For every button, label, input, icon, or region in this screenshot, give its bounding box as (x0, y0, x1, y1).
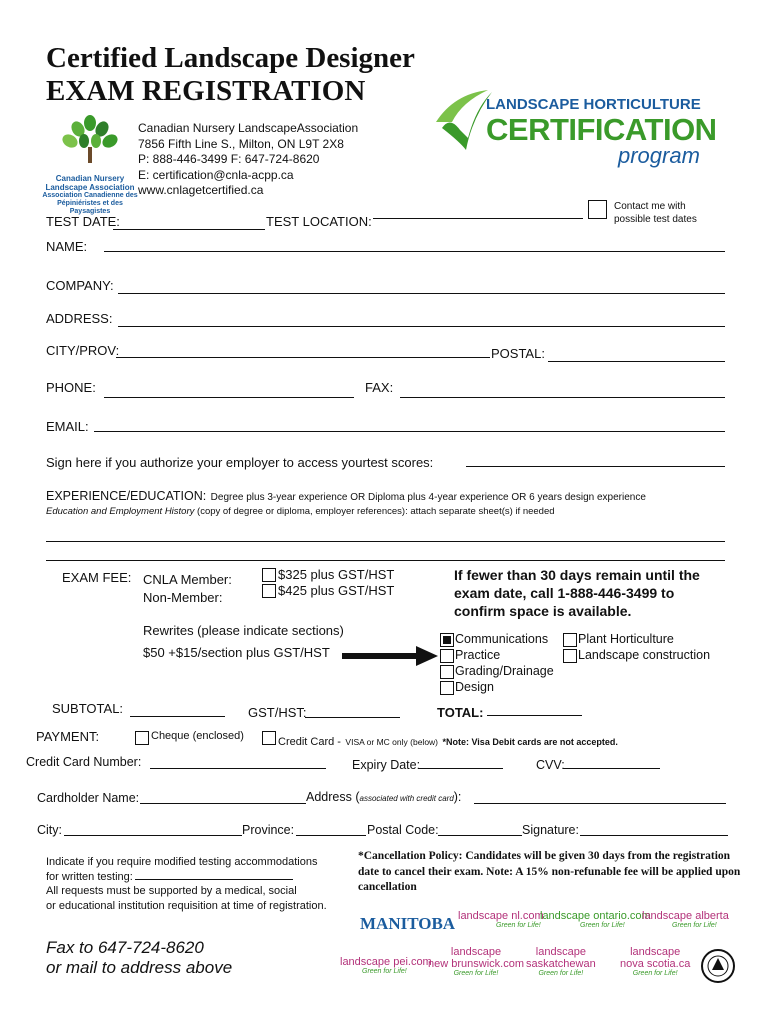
contact-me-label: Contact me with possible test dates (614, 201, 697, 225)
email-field[interactable] (94, 431, 725, 432)
section-plant-horticulture-checkbox[interactable] (563, 633, 577, 647)
section-plant-horticulture-label: Plant Horticulture (578, 632, 674, 646)
employer-consent-label: Sign here if you authorize your employer to access yourtest scores: (46, 455, 434, 470)
section-design-checkbox[interactable] (440, 681, 454, 695)
alberta-logo-text: landscape alberta (642, 910, 729, 922)
non-member-label: Non-Member: (143, 590, 223, 605)
cc-postal-label: Postal Code: (367, 823, 439, 837)
cc-province-label: Province: (242, 823, 295, 837)
cc-address-small: associated with credit card (359, 794, 454, 803)
non-member-price-checkbox[interactable] (262, 584, 276, 598)
accommodations-line-4: or educational institution requisition at time of registration. (46, 899, 327, 912)
test-location-label: TEST LOCATION: (266, 214, 372, 229)
credit-card-option (278, 732, 618, 750)
section-practice-checkbox[interactable] (440, 649, 454, 663)
credit-card-checkbox[interactable] (262, 731, 276, 745)
visa-debit-note: *Note: Visa Debit cards are not accepted. (442, 737, 618, 747)
section-practice-label: Practice (455, 648, 501, 662)
accommodations-field[interactable] (135, 879, 293, 880)
section-design-label: Design (455, 680, 494, 694)
ontario-logo-text: landscape ontario.com (540, 910, 651, 922)
section-grading-checkbox[interactable] (440, 665, 454, 679)
cnla-logo (40, 113, 140, 215)
experience-text: Degree plus 3-year experience OR Diploma plus 4-year experience OR 6 years design experience (210, 492, 646, 503)
certification-logo (432, 88, 717, 180)
credit-card-small-label: VISA or MC only (below) (345, 737, 439, 747)
address-field[interactable] (118, 326, 725, 327)
cancellation-policy: *Cancellation Policy: Candidates will be given 30 days from the registration date to cancel their exam. Note: A 15% non-refunable fee will be applied upon cancellation (358, 850, 741, 893)
history-row (46, 506, 555, 517)
ns-tagline: Green for Life! (632, 970, 678, 977)
cardholder-field[interactable] (140, 803, 306, 804)
org-phone: P: 888-446-3499 F: 647-724-8620 (138, 152, 320, 166)
rewrites-label: Rewrites (please indicate sections) $50 +$15/section plus GST/HST (143, 623, 344, 660)
credit-card-label: Credit Card - (278, 736, 341, 748)
cc-address-field[interactable] (474, 803, 726, 804)
company-label: COMPANY: (46, 278, 114, 293)
sk-logo-text: saskatchewan (526, 958, 596, 970)
expiry-label: Expiry Date: (352, 758, 421, 772)
pei-logo (340, 956, 432, 975)
cheque-label: Cheque (enclosed) (151, 730, 244, 742)
email-label: EMAIL: (46, 419, 89, 434)
nb-tagline: Green for Life! (453, 970, 499, 977)
sponsor-logos (340, 908, 750, 1008)
cc-address-text: Address ( (306, 790, 360, 804)
sk-tagline: Green for Life! (538, 970, 584, 977)
cc-province-field[interactable] (296, 835, 366, 836)
cc-postal-field[interactable] (438, 835, 522, 836)
postal-label: POSTAL: (491, 346, 545, 361)
history-text: (copy of degree or diploma, employer references): attach separate sheet(s) if needed (197, 506, 555, 517)
gst-label: GST/HST: (248, 705, 307, 720)
payment-label: PAYMENT: (36, 729, 100, 744)
cc-address-label (306, 790, 461, 804)
cert-logo-line-3: program (618, 143, 700, 168)
cc-number-label: Credit Card Number: (26, 755, 142, 769)
manitoba-logo: MANITOBA (360, 914, 456, 933)
cert-logo-line-1: LANDSCAPE HORTICULTURE (486, 96, 701, 113)
subtotal-field[interactable] (130, 716, 225, 717)
cardholder-label: Cardholder Name: (37, 791, 140, 805)
org-name: Canadian Nursery LandscapeAssociation (138, 121, 359, 135)
section-communications-label: Communications (455, 632, 549, 646)
alberta-logo (642, 910, 729, 929)
non-member-price-label: $425 plus GST/HST (278, 583, 395, 598)
tree-icon (40, 113, 140, 169)
nb-logo-top: landscape (450, 946, 502, 958)
cheque-checkbox[interactable] (135, 731, 149, 745)
test-location-field[interactable] (373, 218, 583, 219)
member-price-checkbox[interactable] (262, 568, 276, 582)
contact-me-checkbox[interactable] (588, 200, 607, 219)
org-email: E: certification@cnla-acpp.ca (138, 167, 294, 182)
experience-label: EXPERIENCE/EDUCATION: (46, 489, 207, 503)
cvv-field[interactable] (563, 768, 660, 769)
section-communications-checkbox[interactable] (440, 633, 454, 647)
org-info (138, 121, 358, 199)
fax-field[interactable] (400, 397, 725, 398)
alberta-tagline: Green for Life! (672, 922, 717, 929)
title-line-2: EXAM REGISTRATION (46, 75, 366, 107)
postal-field[interactable] (548, 361, 725, 362)
cnla-logo-text-fr: Association Canadienne des Pépiniéristes et des Paysagistes (42, 192, 138, 215)
cc-signature-label: Signature: (522, 823, 579, 837)
test-date-label: TEST DATE: (46, 214, 120, 229)
org-address: 7856 Fifth Line S., Milton, ON L9T 2X8 (138, 136, 344, 151)
fax-instructions (46, 938, 232, 978)
section-landscape-construction-checkbox[interactable] (563, 649, 577, 663)
name-field[interactable] (104, 251, 725, 252)
test-date-field[interactable] (113, 229, 265, 230)
section-grading-label: Grading/Drainage (455, 664, 554, 678)
cvv-label: CVV: (536, 758, 565, 772)
company-field[interactable] (118, 293, 725, 294)
exam-fee-label: EXAM FEE: (62, 570, 132, 585)
accommodations-line-1: Indicate if you require modified testing accommodations (46, 856, 318, 868)
phone-field[interactable] (104, 397, 354, 398)
history-label: Education and Employment History (46, 506, 195, 517)
accommodations-line-3: All requests must be supported by a medical, social (46, 885, 297, 897)
total-field[interactable] (487, 715, 582, 716)
gst-field[interactable] (305, 717, 400, 718)
accommodations-note (46, 855, 327, 913)
ns-logo-top: landscape (630, 946, 681, 958)
history-line-2[interactable] (46, 560, 725, 561)
cc-signature-field[interactable] (580, 835, 728, 836)
city-prov-label: CITY/PROV: (46, 343, 120, 358)
late-registration-notice: If fewer than 30 days remain until the exam date, call 1-888-446-3499 to confirm space is available. (454, 567, 700, 619)
cc-number-field[interactable] (150, 768, 326, 769)
experience-row (46, 487, 646, 505)
sk-logo-top: landscape (535, 946, 586, 958)
pei-tagline: Green for Life! (362, 968, 407, 975)
title-line-1: Certified Landscape Designer (46, 42, 415, 74)
pei-logo-text: landscape pei.com (340, 956, 432, 968)
address-label: ADDRESS: (46, 311, 113, 326)
history-line-1[interactable] (46, 541, 725, 542)
member-label: CNLA Member: (143, 572, 232, 587)
arrow-right-icon (340, 646, 440, 666)
sk-logo (526, 946, 596, 977)
accommodations-line-2: for written testing: (46, 870, 327, 885)
expiry-field[interactable] (418, 768, 503, 769)
cc-city-label: City: (37, 823, 62, 837)
phone-label: PHONE: (46, 380, 96, 395)
city-prov-field[interactable] (116, 357, 490, 358)
total-label: TOTAL: (437, 705, 484, 720)
org-web: www.cnlagetcertified.ca (138, 183, 264, 197)
name-label: NAME: (46, 239, 88, 254)
cc-city-field[interactable] (64, 835, 242, 836)
cnla-logo-text-en: Canadian Nursery Landscape Association (45, 174, 135, 192)
nl-logo-text: landscape nl.com (458, 910, 544, 922)
subtotal-label: SUBTOTAL: (52, 701, 124, 716)
ns-logo (620, 946, 690, 977)
nl-tagline: Green for Life! (496, 922, 541, 929)
bc-landscape-seal-icon (700, 948, 736, 984)
ns-logo-text: nova scotia.ca (620, 958, 691, 970)
checkmark-leaf-icon (432, 88, 494, 158)
cc-address-end: ): (453, 790, 462, 804)
section-landscape-construction-label: Landscape construction (578, 648, 711, 662)
nb-logo-text: new brunswick.com (428, 958, 524, 970)
member-price-label: $325 plus GST/HST (278, 567, 395, 582)
fax-line-2: or mail to address above (46, 958, 233, 977)
fax-line-1: Fax to 647-724-8620 (46, 938, 204, 957)
nl-logo (458, 910, 544, 929)
page-title (46, 42, 415, 108)
fax-label: FAX: (365, 380, 394, 395)
nb-logo (428, 946, 524, 977)
cert-logo-line-2: CERTIFICATION (486, 112, 717, 147)
ontario-tagline: Green for Life! (580, 922, 625, 929)
employer-consent-signature[interactable] (466, 466, 725, 467)
ontario-logo (540, 910, 651, 929)
